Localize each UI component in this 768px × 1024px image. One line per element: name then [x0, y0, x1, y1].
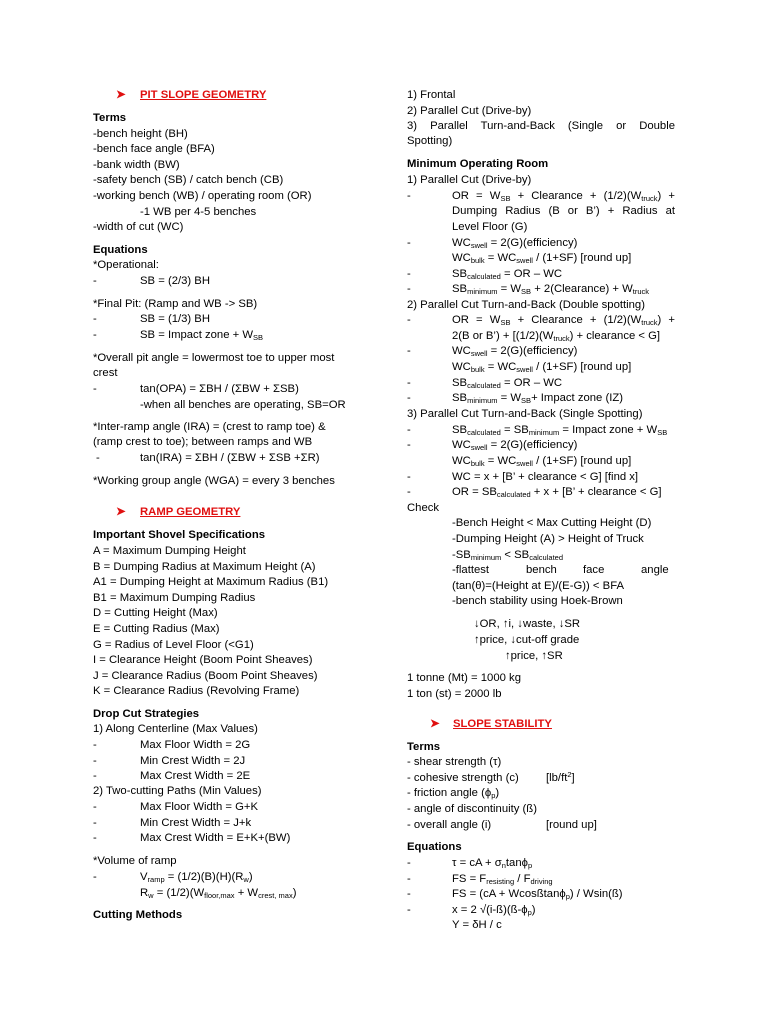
- equation: SB = Impact zone + $W_{SB}$: [140, 329, 264, 342]
- dash: -: [93, 770, 97, 782]
- operational-label: *Operational:: [93, 259, 159, 271]
- dash: -: [93, 275, 97, 287]
- method-item: 3) Parallel Turn-and-Back (Single or Double: [407, 120, 675, 132]
- check-item: -Bench Height < Max Cutting Height (D): [452, 517, 652, 529]
- term-item: -bench height (BH): [93, 128, 188, 140]
- final-pit-label: *Final Pit: (Ramp and WB -> SB): [93, 298, 258, 310]
- term-item: -bench face angle (BFA): [93, 143, 215, 155]
- dash: -: [93, 329, 97, 341]
- equation: tan(OPA) = ΣBH / (ΣBW + ΣSB): [140, 383, 299, 395]
- bullet-arrow-icon: ➤: [116, 506, 126, 518]
- term-item: -bank width (BW): [93, 159, 180, 171]
- relationship-line: ↓OR, ↑i, ↓waste, ↓SR: [474, 618, 581, 630]
- term-item: -working bench (WB) / operating room (OR): [93, 190, 312, 202]
- check-item: $-SB_{minimum} < SB_{calculated}$: [452, 549, 563, 562]
- spec-item: J = Clearance Radius (Boom Point Sheaves): [93, 669, 318, 682]
- case-title: 1) Parallel Cut (Drive-by): [407, 174, 532, 186]
- overall-angle-text: *Overall pit angle = lowermost toe to upper most: [93, 352, 335, 364]
- equation: 2(B or B’) + [$(1/2)(W_{truck})$ + clearance < G]: [452, 330, 661, 343]
- equation: $WC_{swell}$ = 2(G)(efficiency): [452, 237, 578, 250]
- check-item: bench: [526, 564, 557, 576]
- dash: -: [407, 888, 411, 900]
- ramp-geometry-heading: RAMP GEOMETRY: [140, 506, 241, 518]
- equation: SB = (1/3) BH: [140, 313, 211, 325]
- equation: $WC_{bulk} = WC_{swell} / (1+SF)$ [round up]: [452, 361, 632, 374]
- term-item: - shear strength (τ): [407, 756, 502, 768]
- dash: -: [93, 801, 97, 813]
- dash: -: [407, 377, 411, 389]
- check-item: face: [583, 564, 605, 576]
- equation: $WC_{swell}$ = 2(G)(efficiency): [452, 439, 578, 452]
- min-operating-room-title: Minimum Operating Room: [407, 158, 549, 170]
- check-item: -bench stability using Hoek-Brown: [452, 595, 623, 607]
- case-title: 2) Parallel Cut Turn-and-Back (Double spotting): [407, 299, 645, 311]
- dash: -: [407, 857, 411, 869]
- method-item: 1) Frontal: [407, 89, 456, 101]
- drop-cut-title: Drop Cut Strategies: [93, 708, 200, 720]
- dash: -: [407, 873, 411, 885]
- equation: FS = (cA + Wcosßtanϕ$_p$) / Wsin(ß): [452, 888, 623, 901]
- equation: Dumping Radius (B or B’) + Radius at: [452, 205, 675, 217]
- term-item: -safety bench (SB) / catch bench (CB): [93, 174, 284, 186]
- equation: $SB_{calculated} = SB_{minimum}$ = Impact zone + $W_{SB}$: [452, 424, 668, 437]
- equation: $SB_{minimum} = W_{SB}+$ Impact zone (IZ): [452, 392, 624, 405]
- equation: τ = cA + $\sigma_n\tan\phi_p$: [452, 857, 533, 870]
- drop-cut-item: Max Crest Width = E+K+(BW): [140, 832, 291, 844]
- dash: -: [407, 268, 411, 280]
- check-item: angle: [641, 564, 669, 576]
- cutting-methods-title: Cutting Methods: [93, 909, 183, 921]
- dash: -: [93, 754, 97, 767]
- equations-title: Equations: [407, 841, 462, 853]
- equation: Level Floor (G): [452, 221, 528, 233]
- term-item: -width of cut (WC): [93, 221, 184, 233]
- equation: $R_w = (1/2)(W_{floor,max} + W_{crest, max})$: [140, 887, 297, 900]
- dash: -: [93, 383, 97, 395]
- equations-title: Equations: [93, 244, 148, 256]
- note: -when all benches are operating, SB=OR: [140, 399, 346, 411]
- check-title: Check: [407, 502, 440, 514]
- spec-item: K = Clearance Radius (Revolving Frame): [93, 685, 300, 698]
- drop-cut-subtitle: 2) Two-cutting Paths (Min Values): [93, 785, 262, 797]
- spec-item: A1 = Dumping Height at Maximum Radius (B1): [93, 576, 329, 589]
- ira-text: (ramp crest to toe); between ramps and WB: [93, 436, 313, 448]
- equation: $SB_{minimum} = W_{SB}$ + 2(Clearance) + $W_{truck}$: [452, 283, 650, 296]
- equation: $V_{ramp} = (1/2)(B)(H)(R_w)$: [140, 871, 253, 884]
- drop-cut-item: Max Floor Width = G+K: [140, 801, 259, 813]
- equation: $WC_{bulk} = WC_{swell} / (1+SF)$ [round up]: [452, 252, 632, 265]
- drop-cut-item: Max Crest Width = 2E: [140, 770, 251, 782]
- dash: -: [407, 345, 411, 357]
- spec-item: B = Dumping Radius at Maximum Height (A): [93, 560, 316, 573]
- bullet-arrow-icon: ➤: [430, 718, 440, 730]
- term-item: - friction angle $(\phi_p)$: [407, 787, 500, 800]
- dash: -: [93, 816, 97, 829]
- dash: -: [407, 439, 411, 451]
- unit-conversion: 1 tonne (Mt) = 1000 kg: [407, 672, 521, 684]
- equation: FS = $F_{resisting} / F_{driving}$: [452, 873, 553, 886]
- dash: -: [93, 739, 97, 751]
- check-item: (tan(θ)=(Height at E)/(E-G)) < BFA: [452, 580, 625, 592]
- equation: $WC_{bulk} = WC_{swell} / (1+SF)$ [round up]: [452, 455, 632, 468]
- dash: -: [96, 452, 100, 464]
- term-item: - angle of discontinuity (ß): [407, 803, 537, 815]
- equation: WC = x + [B’ + clearance < G] [find x]: [452, 471, 639, 483]
- dash: -: [93, 832, 97, 844]
- method-item: 2) Parallel Cut (Drive-by): [407, 105, 532, 117]
- drop-cut-item: Max Floor Width = 2G: [140, 739, 251, 751]
- method-item: Spotting): [407, 135, 453, 147]
- ira-text: *Inter-ramp angle (IRA) = (crest to ramp toe) &: [93, 421, 326, 433]
- equation: Y = δH / c: [452, 919, 502, 931]
- dash: -: [407, 283, 411, 295]
- equation: OR = $SB_{calculated} + x + [B$’ + clearance < G]: [452, 486, 662, 499]
- spec-item: I = Clearance Height (Boom Point Sheaves): [93, 654, 313, 667]
- dash: -: [407, 471, 411, 483]
- check-item: -Dumping Height (A) > Height of Truck: [452, 533, 644, 545]
- unit-conversion: 1 ton (st) = 2000 lb: [407, 688, 502, 700]
- drop-cut-item: Min Crest Width = 2J: [140, 754, 246, 767]
- dash: -: [407, 314, 411, 326]
- dash: -: [407, 392, 411, 404]
- spec-item: A = Maximum Dumping Height: [93, 545, 246, 557]
- drop-cut-subtitle: 1) Along Centerline (Max Values): [93, 723, 258, 735]
- spec-item: G = Radius of Level Floor (<G1): [93, 638, 254, 651]
- dash: -: [93, 313, 97, 325]
- terms-title: Terms: [407, 741, 441, 753]
- dash: -: [93, 871, 97, 883]
- dash: -: [407, 424, 411, 436]
- shovel-specs-title: Important Shovel Specifications: [93, 529, 265, 541]
- term-item: -1 WB per 4-5 benches: [140, 206, 257, 218]
- drop-cut-item: Min Crest Width = J+k: [140, 816, 252, 829]
- equation: OR = $W_{SB}$ + Clearance + $(1/2)(W_{truck})$ +: [452, 314, 675, 327]
- dash: -: [407, 486, 411, 498]
- equation: $WC_{swell}$ = 2(G)(efficiency): [452, 345, 578, 358]
- equation: $SB_{calculated}$ = OR – WC: [452, 268, 563, 281]
- spec-item: E = Cutting Radius (Max): [93, 623, 220, 635]
- term-item: - cohesive strength (c): [407, 772, 519, 784]
- equation: SB = (2/3) BH: [140, 275, 211, 287]
- overall-angle-text: crest: [93, 367, 118, 379]
- term-unit: $[lb/ft^2]$: [546, 770, 575, 784]
- equation: $SB_{calculated}$ = OR – WC: [452, 377, 563, 390]
- spec-item: D = Cutting Height (Max): [93, 607, 218, 620]
- case-title: 3) Parallel Cut Turn-and-Back (Single Spotting): [407, 408, 643, 420]
- spec-item: B1 = Maximum Dumping Radius: [93, 591, 256, 604]
- equation: OR = $W_{SB}$ + Clearance + $(1/2)(W_{truck})$ +: [452, 190, 675, 203]
- bullet-arrow-icon: ➤: [116, 89, 126, 101]
- slope-stability-heading: SLOPE STABILITY: [453, 718, 552, 730]
- wga-text: *Working group angle (WGA) = every 3 benches: [93, 475, 335, 487]
- dash: -: [407, 237, 411, 249]
- check-item: -flattest: [452, 564, 490, 576]
- dash: -: [407, 904, 411, 916]
- terms-title: Terms: [93, 112, 127, 124]
- relationship-line: ↑price, ↑SR: [505, 650, 563, 662]
- equation: x = 2 $√(i-ß)(ß-\phi_p)$: [452, 904, 536, 917]
- volume-title: *Volume of ramp: [93, 855, 177, 867]
- equation: tan(IRA) = ΣBH / (ΣBW + ΣSB +ΣR): [140, 452, 320, 464]
- dash: -: [407, 190, 411, 202]
- term-unit: [round up]: [546, 819, 597, 831]
- relationship-line: ↑price, ↓cut-off grade: [474, 634, 580, 646]
- term-item: - overall angle (i): [407, 819, 492, 831]
- pit-slope-heading: PIT SLOPE GEOMETRY: [140, 89, 267, 101]
